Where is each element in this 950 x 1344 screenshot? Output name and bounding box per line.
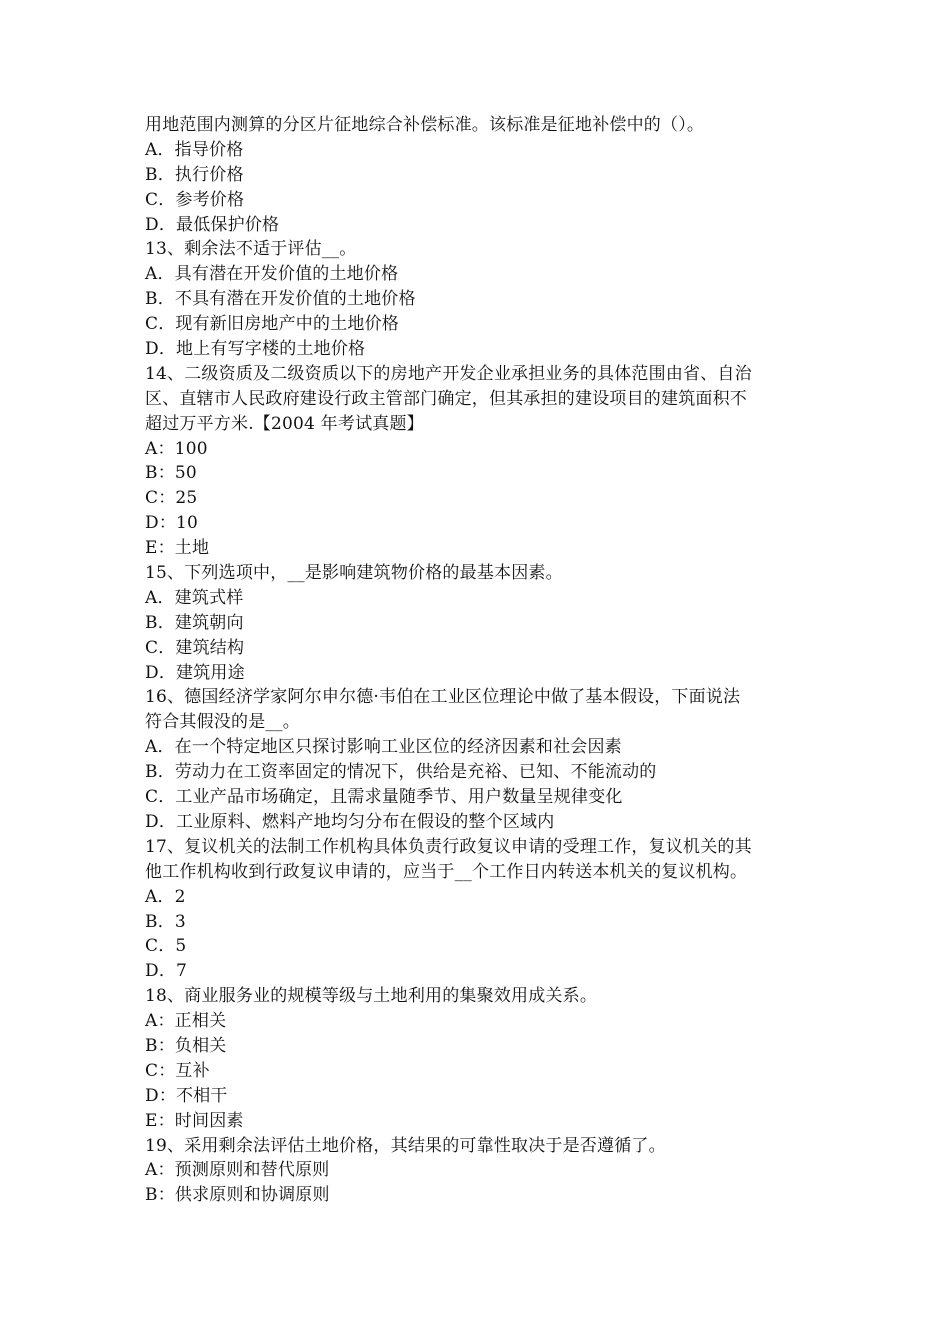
answer-option: B：负相关 bbox=[145, 1035, 227, 1056]
question-text: 15、下列选项中，__是影响建筑物价格的最基本因素。 bbox=[145, 563, 563, 584]
answer-option: D．地上有写字楼的土地价格 bbox=[145, 339, 366, 360]
answer-option: D．最低保护价格 bbox=[145, 214, 280, 235]
answer-option: E：时间因素 bbox=[145, 1110, 244, 1131]
question-text: 区、直辖市人民政府建设行政主管部门确定，但其承担的建设项目的建筑面积不 bbox=[145, 388, 747, 409]
question-text: 14、二级资质及二级资质以下的房地产开发企业承担业务的具体范围由省、自治 bbox=[145, 363, 752, 384]
question-text: 13、剩余法不适于评估__。 bbox=[145, 239, 357, 260]
question-text: 符合其假没的是__。 bbox=[145, 712, 300, 733]
answer-option: B．建筑朝向 bbox=[145, 612, 244, 633]
question-text: 他工作机构收到行政复议申请的，应当于__个工作日内转送本机关的复议机构。 bbox=[145, 861, 748, 882]
answer-option: C：互补 bbox=[145, 1060, 210, 1081]
answer-option: D：10 bbox=[145, 513, 199, 534]
answer-option: B．不具有潜在开发价值的土地价格 bbox=[145, 289, 416, 310]
answer-option: D：不相干 bbox=[145, 1085, 228, 1106]
document-page bbox=[145, 113, 810, 1208]
answer-option: C．工业产品市场确定，且需求量随季节、用户数量呈规律变化 bbox=[145, 787, 623, 808]
answer-option: D．7 bbox=[145, 961, 188, 982]
answer-option: A：预测原则和替代原则 bbox=[145, 1160, 330, 1181]
answer-option: A：100 bbox=[145, 438, 208, 459]
answer-option: B：供求原则和协调原则 bbox=[145, 1185, 330, 1206]
text-line: 用地范围内测算的分区片征地综合补偿标准。该标准是征地补偿中的（）。 bbox=[145, 115, 705, 135]
question-text: 超过万平方米.【2004 年考试真题】 bbox=[145, 413, 424, 434]
answer-option: B．执行价格 bbox=[145, 164, 244, 185]
answer-option: A．在一个特定地区只探讨影响工业区位的经济因素和社会因素 bbox=[145, 737, 622, 758]
answer-option: C．参考价格 bbox=[145, 189, 245, 210]
answer-option: D．建筑用途 bbox=[145, 662, 245, 683]
answer-option: D．工业原料、燃料产地均匀分布在假设的整个区域内 bbox=[145, 811, 555, 832]
question-text: 16、德国经济学家阿尔申尔德·韦伯在工业区位理论中做了基本假设，下面说法 bbox=[145, 687, 741, 708]
answer-option: C．5 bbox=[145, 936, 187, 957]
answer-option: E：土地 bbox=[145, 538, 210, 559]
answer-option: C．现有新旧房地产中的土地价格 bbox=[145, 314, 400, 335]
answer-option: C：25 bbox=[145, 488, 198, 509]
answer-option: B．劳动力在工资率固定的情况下，供给是充裕、已知、不能流动的 bbox=[145, 762, 657, 783]
answer-option: A．建筑式样 bbox=[145, 587, 244, 608]
question-text: 19、采用剩余法评估土地价格，其结果的可靠性取决于是否遵循了。 bbox=[145, 1135, 666, 1156]
question-text: 18、商业服务业的规模等级与土地利用的集聚效用成关系。 bbox=[145, 986, 598, 1007]
answer-option: A．具有潜在开发价值的土地价格 bbox=[145, 264, 399, 285]
answer-option: A．指导价格 bbox=[145, 139, 244, 160]
answer-option: A．2 bbox=[145, 886, 186, 907]
answer-option: C．建筑结构 bbox=[145, 637, 245, 658]
answer-option: A：正相关 bbox=[145, 1011, 227, 1032]
question-text: 17、复议机关的法制工作机构具体负责行政复议申请的受理工作，复议机关的其 bbox=[145, 836, 752, 857]
answer-option: B：50 bbox=[145, 463, 197, 484]
answer-option: B．3 bbox=[145, 911, 186, 932]
